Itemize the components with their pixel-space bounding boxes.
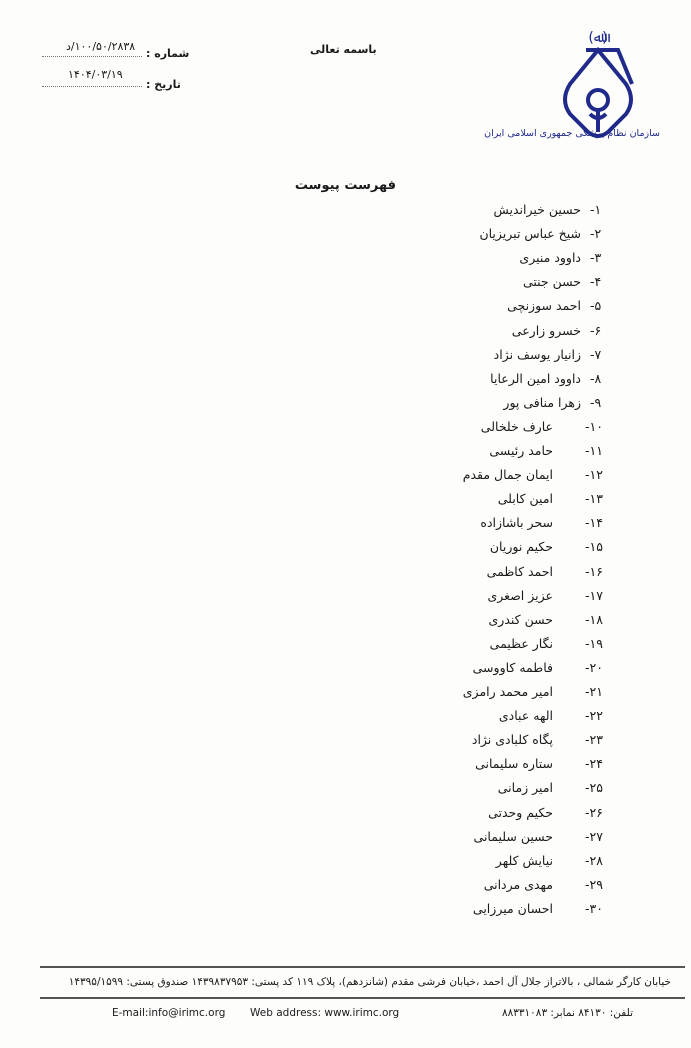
item-name: امین کابلی	[497, 491, 553, 507]
number-label: شماره :	[146, 47, 190, 60]
invocation: باسمه تعالی	[310, 43, 377, 56]
item-name: احمد کاظمی	[486, 563, 553, 579]
item-number: -۲۹	[585, 876, 603, 892]
item-name: سحر باشازاده	[480, 515, 553, 531]
item-number: -۹	[590, 394, 602, 410]
item-name: عزیز اصغری	[487, 587, 553, 603]
item-number: -۱۹	[585, 635, 603, 651]
item-number: -۲۲	[585, 708, 603, 724]
footer-rule-bottom	[40, 997, 685, 999]
item-number: -۸	[590, 370, 602, 386]
item-name: پگاه کلبادی نژاد	[471, 732, 553, 748]
item-number: -۱۶	[585, 563, 603, 579]
footer-address: خیابان کارگر شمالی ، بالاتراز جلال آل احمد ،خیابان فرشی مقدم (شانزدهم)، پلاک ۱۱۹ کد پستی: ۱۴۳۹۸۳۷۹۵۳ صندوق پستی: ۱۴۳۹۵/۱۵۹۹	[68, 976, 671, 988]
item-name: داوود منیری	[519, 250, 581, 266]
item-number: -۴	[590, 274, 602, 290]
item-number: -۱۷	[585, 587, 603, 603]
item-name: نیایش کلهر	[495, 852, 553, 868]
item-name: امیر محمد رامزی	[462, 684, 553, 699]
date-dotline	[42, 86, 142, 87]
item-number: -۱۸	[585, 611, 603, 627]
item-number: -۲۳	[585, 732, 603, 748]
item-name: حکیم وحدتی	[488, 804, 553, 820]
item-name: امیر زمانی	[497, 780, 553, 796]
item-name: حسین خیراندیش	[493, 202, 581, 217]
item-name: زانیار یوسف نژاد	[493, 346, 581, 362]
date-value: ۱۴۰۴/۰۳/۱۹	[68, 68, 123, 81]
item-name: حسن کندری	[488, 611, 553, 627]
item-number: -۲۴	[585, 756, 603, 772]
item-number: -۳	[590, 250, 602, 266]
footer-phone: تلفن: ۸۴۱۳۰ نمابر: ۸۸۳۳۱۰۸۳	[501, 1007, 633, 1019]
item-name: حامد رئیسی	[489, 443, 553, 458]
item-name: داوود امین الرعایا	[490, 370, 581, 386]
item-name: شیخ عباس تبریزیان	[479, 226, 581, 242]
item-number: -۱۵	[585, 539, 603, 555]
number-value: ۱۰۰/۵۰/۲۸۳۸/د	[66, 40, 136, 53]
item-number: -۲۰	[585, 659, 603, 675]
item-number: -۲۷	[585, 828, 603, 844]
item-name: حسن جنتی	[522, 274, 581, 290]
item-number: -۳۰	[585, 900, 603, 916]
item-name: الهه عبادی	[498, 708, 553, 724]
item-number: -۱۳	[585, 491, 603, 507]
item-number: -۶	[590, 322, 602, 338]
item-name: حکیم نوریان	[489, 539, 553, 555]
footer-web: Web address: www.irimc.org	[250, 1007, 400, 1019]
item-number: -۲۱	[585, 684, 603, 699]
item-number: -۱۲	[585, 467, 603, 483]
item-number: -۲۶	[585, 804, 603, 820]
item-name: احمد سوزنچی	[507, 298, 581, 314]
footer-email: E-mail:info@irimc.org	[112, 1007, 226, 1019]
item-number: -۲۸	[585, 852, 603, 868]
item-number: -۲۵	[585, 780, 603, 796]
date-label: تاریخ :	[146, 78, 181, 91]
footer-rule-top	[40, 966, 685, 968]
org-name: سازمان نظام پزشکی جمهوری اسلامی ایران	[484, 128, 660, 139]
item-number: -۲	[590, 226, 602, 242]
item-name: مهدی مردانی	[483, 876, 553, 892]
document-title: فهرست پیوست	[294, 178, 397, 193]
item-name: خسرو زارعی	[511, 322, 581, 338]
svg-text:(ﷲ): (ﷲ)	[588, 30, 608, 46]
item-name: فاطمه کاووسی	[472, 659, 553, 675]
item-name: احسان میرزایی	[472, 900, 553, 916]
item-name: ایمان جمال مقدم	[462, 467, 553, 483]
item-number: -۵	[590, 298, 602, 314]
item-name: زهرا منافی پور	[503, 394, 581, 410]
item-name: ستاره سلیمانی	[475, 756, 553, 772]
number-dotline	[42, 56, 142, 57]
item-number: -۱۱	[585, 443, 603, 458]
item-number: -۱۰	[585, 418, 603, 434]
item-number: -۱	[590, 202, 602, 217]
item-name: حسین سلیمانی	[473, 828, 553, 844]
item-name: عارف خلخالی	[480, 418, 553, 434]
item-name: نگار عظیمی	[489, 635, 553, 651]
item-number: -۷	[590, 346, 602, 362]
item-number: -۱۴	[585, 515, 603, 531]
